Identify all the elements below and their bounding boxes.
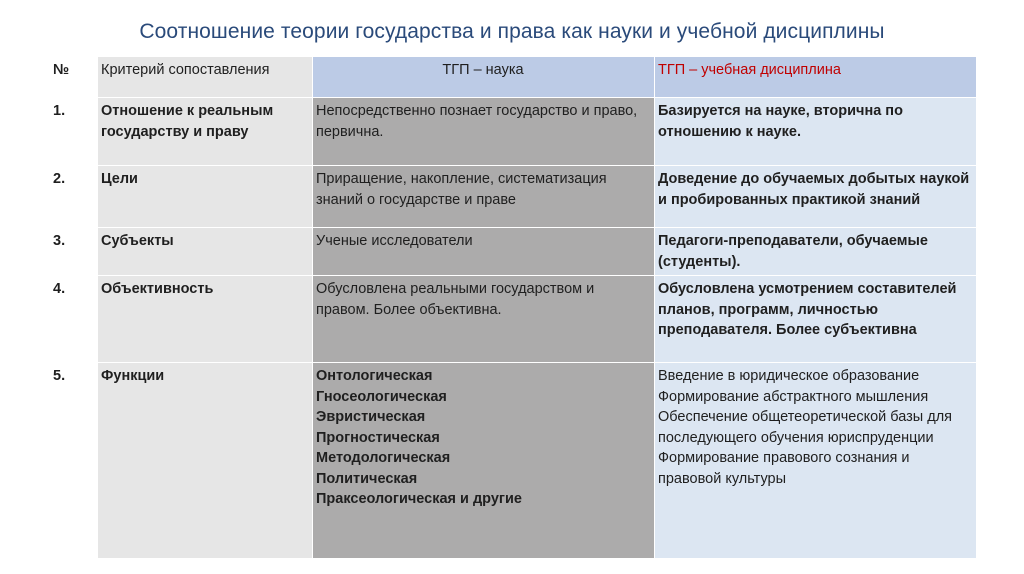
header-criterion: Критерий сопоставления (98, 57, 313, 98)
row-criterion: Объективность (98, 276, 313, 363)
table-header-row (39, 57, 977, 98)
header-discipline: ТГП – учебная дисциплина (655, 57, 977, 98)
row-science-text: Непосредственно познает государство и право, первична. (316, 103, 638, 140)
function-item: Формирование абстрактного мышления (658, 388, 929, 405)
row-discipline-cell (655, 166, 977, 228)
table-row (39, 363, 977, 559)
row-number: 5. (39, 363, 98, 559)
row-science-cell (313, 276, 655, 363)
slide-title: Соотношение теории государства и права как науки и учебной дисциплины (139, 20, 885, 43)
table-row (39, 98, 977, 166)
row-science-text: Приращение, накопление, систематизация знаний о государстве и праве (316, 171, 607, 208)
row-science-text: Ученые исследователи (316, 233, 473, 249)
function-item: Эвристическая (316, 409, 426, 425)
comparison-table (38, 56, 977, 559)
row-discipline-cell (655, 276, 977, 363)
function-item: Введение в юридическое образование (658, 368, 920, 384)
row-discipline-text: Доведение до обучаемых добытых наукой и пробированных практикой знаний (658, 171, 970, 208)
row-discipline-cell (655, 228, 977, 276)
row-science-cell (313, 363, 655, 559)
row-discipline-text: Обусловлена усмотрением составителей планов, программ, личностью преподавателя. Более субъективна (658, 281, 957, 338)
row-science-text: Обусловлена реальными государством и правом. Более объективна. (316, 281, 595, 318)
table-row (39, 166, 977, 228)
function-item: Гносеологическая (316, 388, 447, 405)
function-item: Обеспечение общетеоретической базы для последующего обучения юриспруденции (658, 409, 953, 446)
function-item: Онтологическая (316, 368, 433, 384)
function-item: Праксеологическая и другие (316, 491, 522, 507)
row-science-cell (313, 98, 655, 166)
row-discipline-cell (655, 363, 977, 559)
header-science: ТГП – наука (313, 57, 655, 98)
row-criterion: Цели (98, 166, 313, 228)
table-row (39, 276, 977, 363)
row-discipline-text: Базируется на науке, вторична по отношению к науке. (658, 103, 903, 140)
function-item: Методологическая (316, 450, 451, 466)
row-discipline-text: Педагоги-преподаватели, обучаемые (студенты). (658, 233, 928, 270)
row-discipline-cell (655, 98, 977, 166)
function-item: Прогностическая (316, 429, 440, 446)
row-science-cell (313, 228, 655, 276)
row-number: 1. (39, 98, 98, 166)
row-criterion: Отношение к реальным государству и праву (98, 98, 313, 166)
row-number: 3. (39, 228, 98, 276)
function-item: Формирование правового сознания и правовой культуры (658, 450, 910, 487)
comparison-table-container (38, 56, 976, 559)
table-row (39, 228, 977, 276)
row-criterion: Субъекты (98, 228, 313, 276)
row-number: 2. (39, 166, 98, 228)
header-number: № (39, 57, 98, 98)
row-number: 4. (39, 276, 98, 363)
function-item: Политическая (316, 470, 418, 487)
row-science-cell (313, 166, 655, 228)
row-criterion: Функции (98, 363, 313, 559)
